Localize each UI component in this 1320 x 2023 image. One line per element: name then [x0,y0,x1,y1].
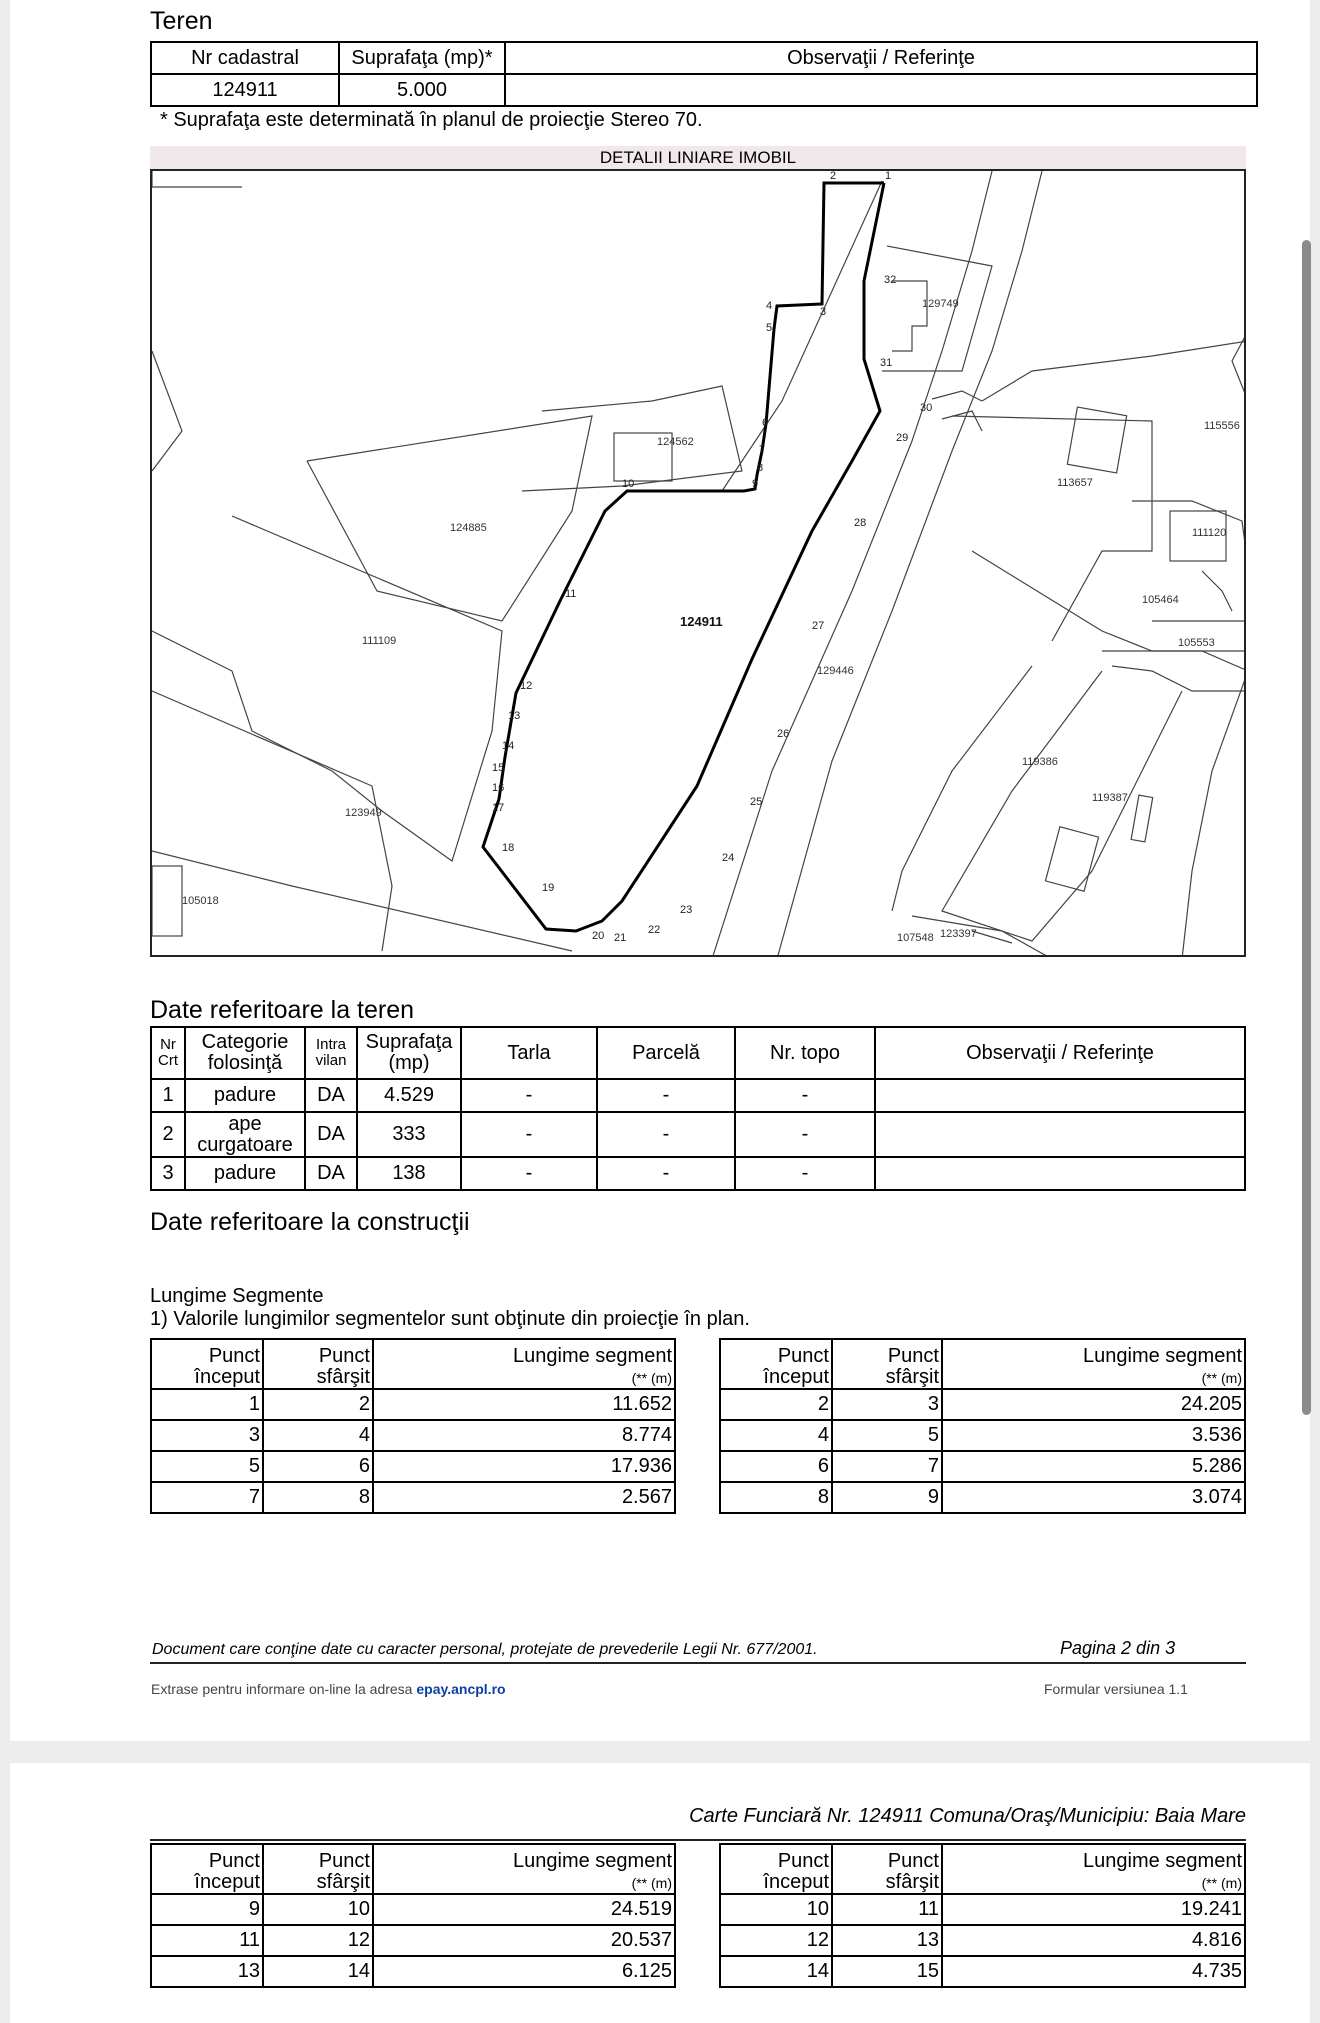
seg-header-end: Punct sfârşit [832,1339,942,1389]
svg-text:9: 9 [752,478,759,490]
svg-text:115556: 115556 [1204,420,1240,432]
svg-text:113657: 113657 [1057,477,1093,489]
land-cell: ape curgatoare [185,1112,305,1157]
land-cell: 1 [151,1079,185,1112]
land-cell: - [461,1079,597,1112]
svg-text:6: 6 [762,417,769,429]
land-cell: 3 [151,1157,185,1190]
header-observatii: Observaţii / Referinţe [505,42,1257,74]
svg-text:12: 12 [520,680,533,692]
table-row: 12 13 4.816 [720,1925,1245,1956]
segments-title: Lungime Segmente [150,1285,324,1307]
land-cell: 333 [357,1112,461,1157]
segments-table-left [150,1338,676,1514]
land-cell [875,1112,1245,1157]
svg-text:32: 32 [884,274,897,286]
svg-text:19: 19 [542,882,555,894]
svg-text:28: 28 [854,517,867,529]
land-cell: padure [185,1157,305,1190]
footer-extract-text: Extrase pentru informare on-line la adresa [151,1681,413,1697]
land-cell: - [597,1079,735,1112]
svg-text:22: 22 [648,924,661,936]
svg-text:24: 24 [722,852,735,864]
land-cell: 138 [357,1157,461,1190]
svg-text:129446: 129446 [817,665,854,677]
table-row: 5 6 17.936 [151,1451,675,1482]
table-row: 6 7 5.286 [720,1451,1245,1482]
vertical-scrollbar[interactable] [1302,240,1311,1415]
land-cell: 2 [151,1112,185,1157]
header-nr-cadastral: Nr cadastral [151,42,339,74]
land-header-nr: Nr Crt [151,1027,185,1079]
svg-text:26: 26 [777,728,790,740]
page-2 [10,1763,1310,2023]
svg-text:23: 23 [680,904,693,916]
land-cell: DA [305,1079,357,1112]
land-cell: - [735,1157,875,1190]
svg-text:18: 18 [502,842,515,854]
land-cell: DA [305,1157,357,1190]
svg-text:16: 16 [492,782,505,794]
svg-text:14: 14 [502,740,515,752]
page-number: Pagina 2 din 3 [1060,1638,1176,1658]
segments-note: 1) Valorile lungimilor segmentelor sunt obţinute din proiecţie în plan. [150,1308,750,1330]
seg-header-length: Lungime segment (** (m) [373,1844,675,1894]
teren-title: Teren [150,7,213,35]
table-row [151,1112,1245,1157]
table-row: 7 8 2.567 [151,1482,675,1513]
svg-text:29: 29 [896,432,909,444]
seg-header-length: Lungime segment (** (m) [373,1339,675,1389]
land-header-categorie: Categorie folosinţă [185,1027,305,1079]
svg-text:2: 2 [830,171,837,182]
segments-table-right [719,1338,1246,1514]
table-row: 2 3 24.205 [720,1389,1245,1420]
page2-table-right [719,1843,1246,1988]
table-row: 3 4 8.774 [151,1420,675,1451]
svg-text:123949: 123949 [345,807,382,819]
seg-header-start: Punct început [151,1844,263,1894]
svg-text:119387: 119387 [1092,792,1128,804]
table-row: 13 14 6.125 [151,1956,675,1987]
land-cell: - [461,1157,597,1190]
land-header-observatii: Observaţii / Referinţe [875,1027,1245,1079]
svg-text:5: 5 [766,322,773,334]
svg-text:124562: 124562 [657,436,694,448]
seg-header-start: Punct început [720,1844,832,1894]
land-cell: - [461,1112,597,1157]
teren-note: * Suprafaţa este determinată în planul de proiecţie Stereo 70. [160,109,703,131]
svg-text:30: 30 [920,402,933,414]
cadastral-map [150,169,1246,957]
table-row: 4 5 3.536 [720,1420,1245,1451]
form-version: Formular versiunea 1.1 [1044,1681,1188,1697]
land-cell: 4.529 [357,1079,461,1112]
svg-text:1: 1 [885,171,892,182]
svg-text:7: 7 [759,444,766,456]
map-title: DETALII LINIARE IMOBIL [150,146,1246,169]
svg-text:3: 3 [820,306,827,318]
seg-header-end: Punct sfârşit [263,1844,373,1894]
svg-text:107548: 107548 [897,932,934,944]
svg-text:8: 8 [757,462,764,474]
svg-text:129749: 129749 [922,298,959,310]
svg-text:31: 31 [880,357,893,369]
seg-header-end: Punct sfârşit [832,1844,942,1894]
table-row: 8 9 3.074 [720,1482,1245,1513]
svg-text:111120: 111120 [1192,527,1227,539]
epay-link[interactable]: epay.ancpl.ro [416,1681,506,1697]
svg-text:20: 20 [592,930,605,942]
land-cell: DA [305,1112,357,1157]
land-title: Date referitoare la teren [150,996,415,1024]
svg-text:124911: 124911 [680,614,723,629]
svg-text:124885: 124885 [450,522,487,534]
land-header-parcela: Parcelă [597,1027,735,1079]
svg-text:15: 15 [492,762,505,774]
table-row: 10 11 19.241 [720,1894,1245,1925]
land-table [150,1026,1246,1191]
land-cell [875,1157,1245,1190]
seg-header-end: Punct sfârşit [263,1339,373,1389]
land-cell: padure [185,1079,305,1112]
svg-text:4: 4 [766,300,773,312]
seg-header-start: Punct început [720,1339,832,1389]
svg-text:10: 10 [622,478,635,490]
constructii-title: Date referitoare la construcţii [150,1208,470,1236]
svg-text:119386: 119386 [1022,756,1058,768]
cell-nr-cadastral: 124911 [151,74,339,106]
land-header-suprafata: Suprafaţa (mp) [357,1027,461,1079]
land-cell: - [735,1112,875,1157]
svg-text:105018: 105018 [182,895,219,907]
seg-header-length: Lungime segment (** (m) [942,1339,1245,1389]
table-row [151,1079,1245,1112]
seg-header-start: Punct început [151,1339,263,1389]
table-row: 1 2 11.652 [151,1389,675,1420]
svg-text:17: 17 [492,802,505,814]
svg-text:111109: 111109 [362,635,397,647]
teren-table [150,41,1258,107]
page-1 [10,0,1310,1741]
land-cell: - [597,1112,735,1157]
svg-text:123397: 123397 [940,928,977,940]
table-row: 14 15 4.735 [720,1956,1245,1987]
svg-text:27: 27 [812,620,825,632]
footer-divider [150,1662,1246,1664]
svg-text:105553: 105553 [1178,637,1215,649]
land-cell [875,1079,1245,1112]
footer-extract [151,1681,506,1697]
footer-disclaimer: Document care conţine date cu caracter personal, protejate de prevederile Legii Nr. 677/2001. [152,1641,818,1658]
svg-text:25: 25 [750,796,763,808]
header-suprafata: Suprafaţa (mp)* [339,42,505,74]
svg-text:21: 21 [614,932,627,944]
land-header-intravilan: Intra vilan [305,1027,357,1079]
cell-observatii [505,74,1257,106]
table-row: 11 12 20.537 [151,1925,675,1956]
land-header-nr-topo: Nr. topo [735,1027,875,1079]
map-drawing [152,171,1246,957]
page2-header: Carte Funciară Nr. 124911 Comuna/Oraş/Municipiu: Baia Mare [689,1805,1246,1827]
page2-table-left [150,1843,676,1988]
land-header-tarla: Tarla [461,1027,597,1079]
svg-text:13: 13 [508,710,521,722]
cell-suprafata: 5.000 [339,74,505,106]
svg-text:105464: 105464 [1142,594,1179,606]
seg-header-length: Lungime segment (** (m) [942,1844,1245,1894]
table-row [151,1157,1245,1190]
table-row: 9 10 24.519 [151,1894,675,1925]
svg-text:11: 11 [565,588,577,600]
land-cell: - [735,1079,875,1112]
page2-divider [150,1839,1246,1841]
land-cell: - [597,1157,735,1190]
